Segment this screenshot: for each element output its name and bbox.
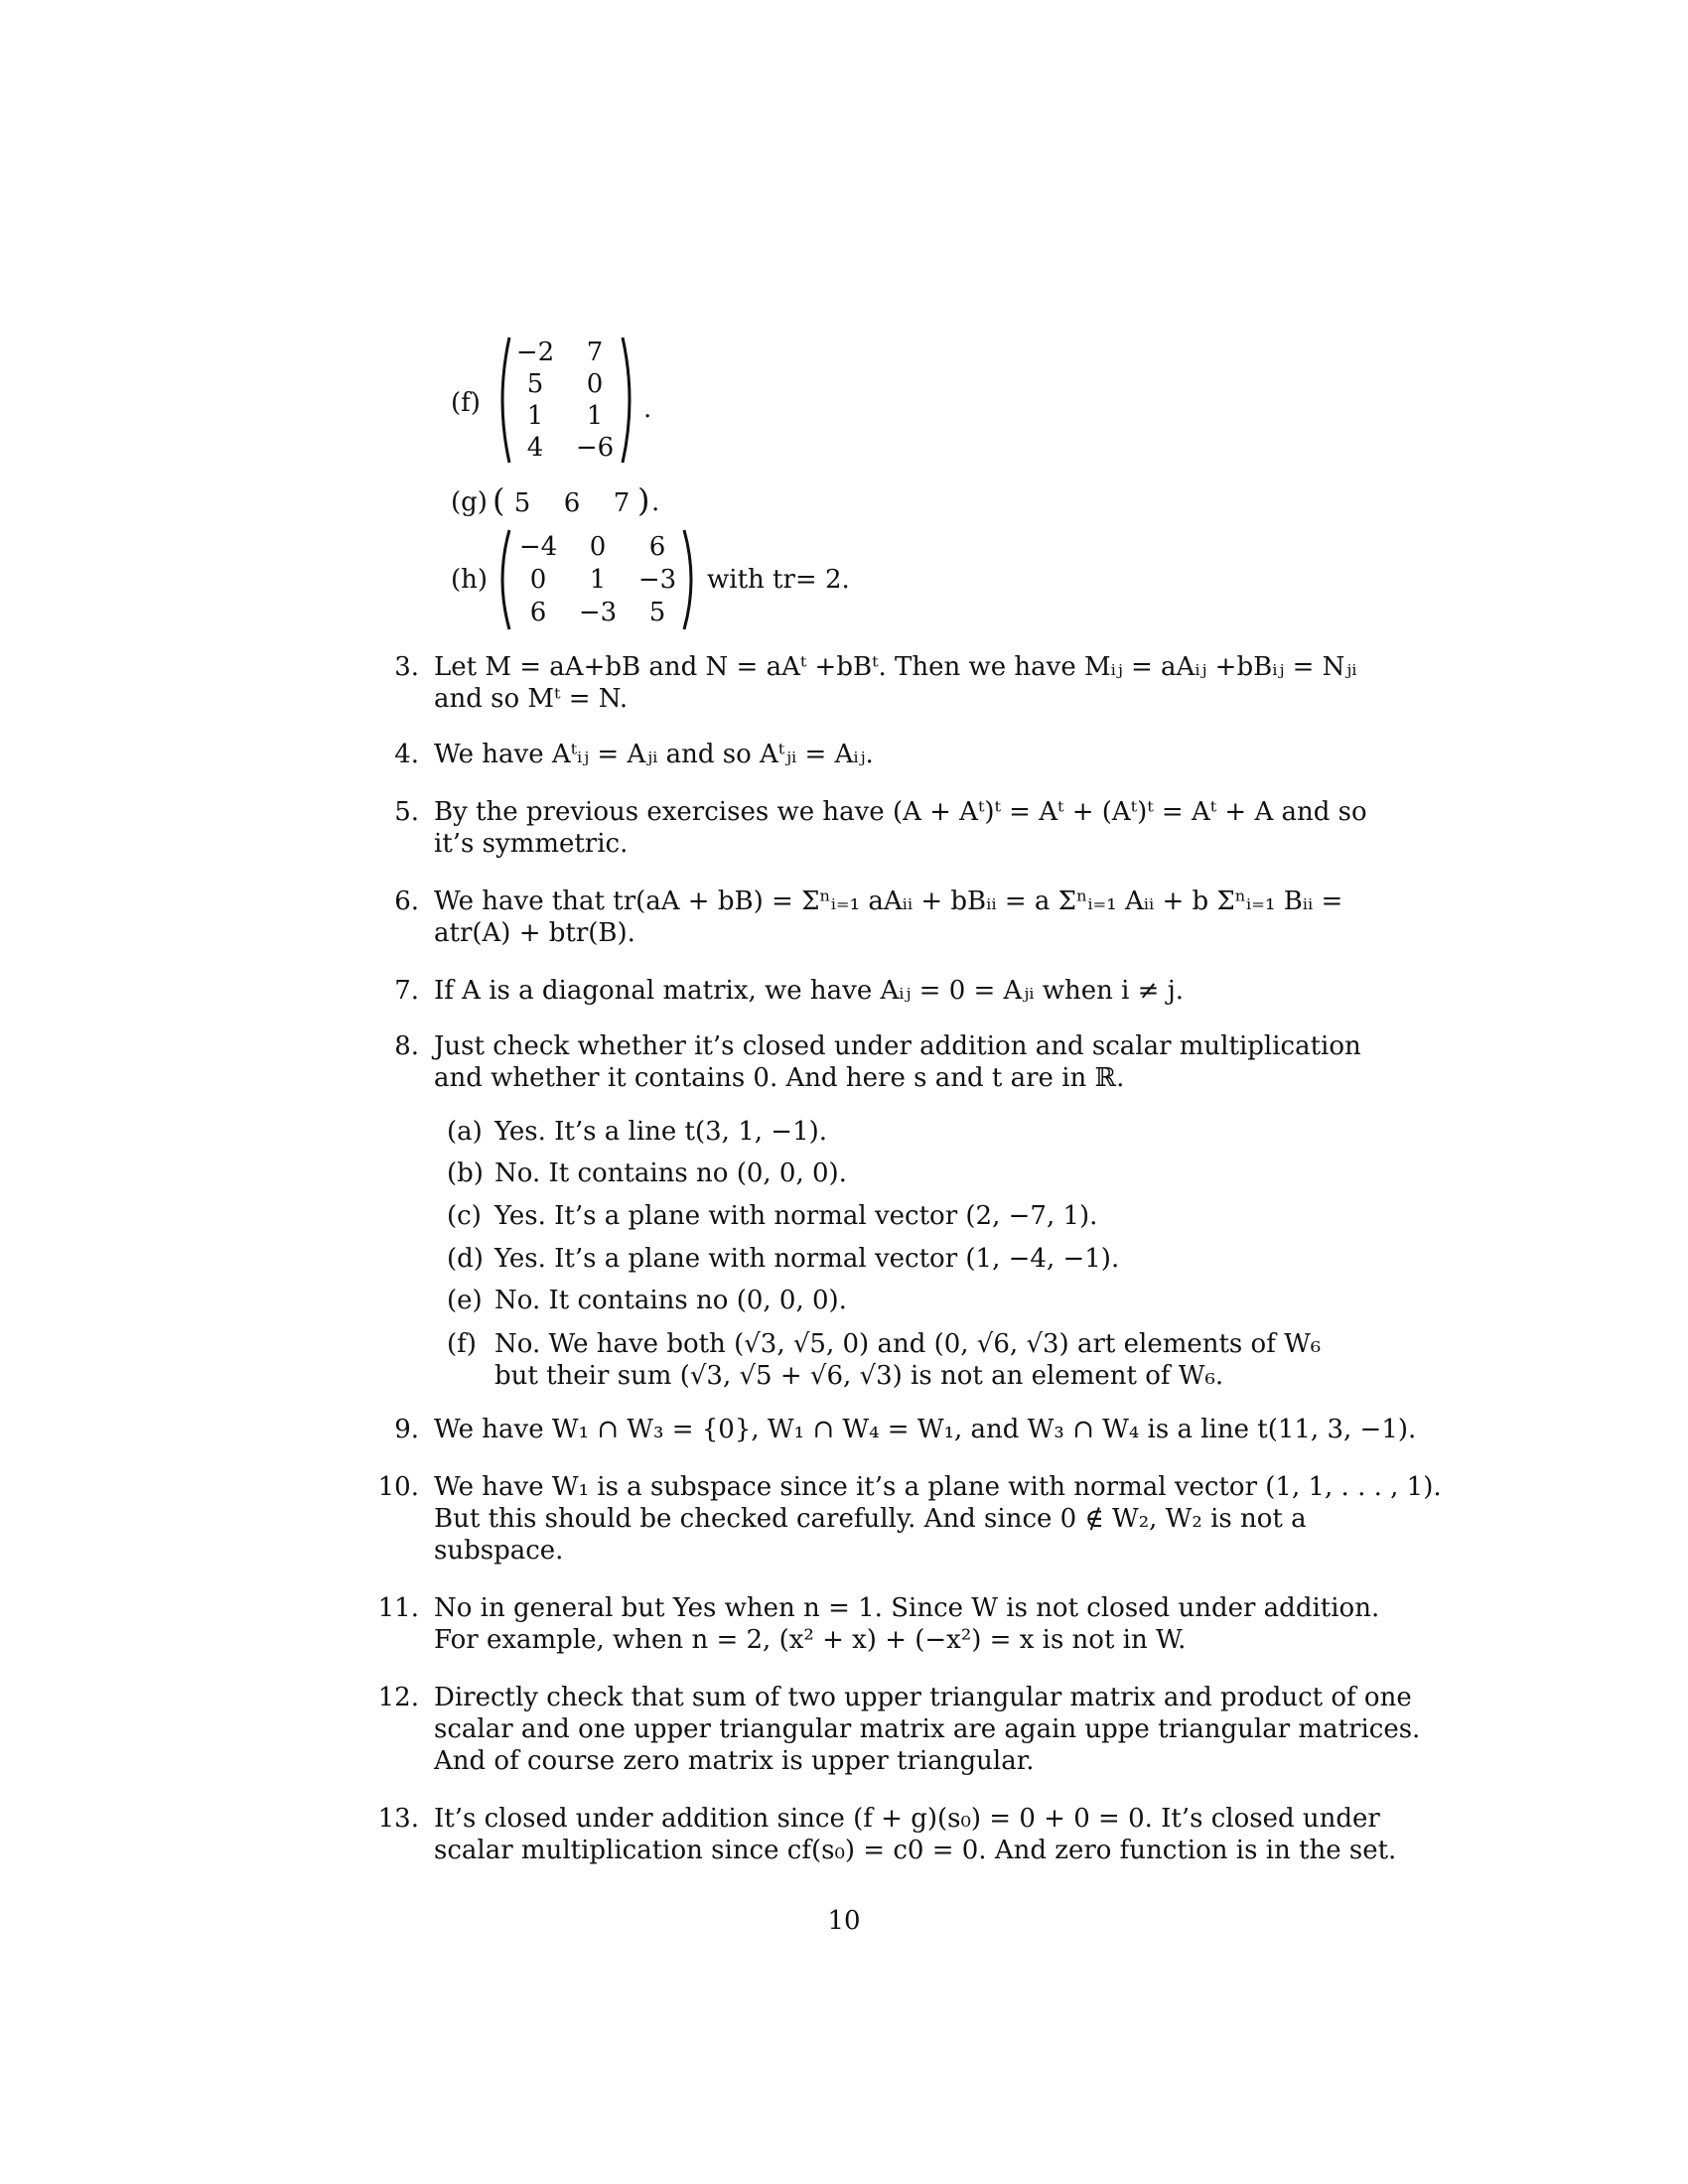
sub-item-text: No. It contains no (0, 0, 0). bbox=[494, 1159, 847, 1188]
matrix-h-cell: −3 bbox=[637, 565, 677, 595]
sub-item-text-continued: but their sum (√3, √5 + √6, √3) is not an element of W₆. bbox=[494, 1361, 1224, 1391]
matrix-h-cell: 0 bbox=[589, 532, 607, 562]
item-number: 11. bbox=[377, 1593, 419, 1623]
item-10-line-3: subspace. bbox=[434, 1536, 564, 1566]
item-6-line-1: We have that tr(aA + bB) = Σⁿᵢ₌₁ aAᵢᵢ + bBᵢᵢ = a Σⁿᵢ₌₁ Aᵢᵢ + b Σⁿᵢ₌₁ Bᵢᵢ = bbox=[434, 887, 1343, 916]
matrix-f-cell: −6 bbox=[575, 433, 615, 463]
item-number: 10. bbox=[377, 1472, 419, 1502]
item-5-line-1: By the previous exercises we have (A + Aᵗ)ᵗ = Aᵗ + (Aᵗ)ᵗ = Aᵗ + A and so bbox=[434, 797, 1367, 827]
item-3-line-1: Let M = aA+bB and N = aAᵗ +bBᵗ. Then we have Mᵢⱼ = aAᵢⱼ +bBᵢⱼ = Nⱼᵢ bbox=[434, 652, 1357, 682]
item-11-line-1: No in general but Yes when n = 1. Since W is not closed under addition. bbox=[434, 1593, 1380, 1623]
item-13-line-1: It’s closed under addition since (f + g)(s₀) = 0 + 0 = 0. It’s closed under bbox=[434, 1804, 1380, 1834]
item-10-line-2: But this should be checked carefully. And since 0 ∉ W₂, W₂ is not a bbox=[434, 1504, 1307, 1534]
matrix-g-cell: 7 bbox=[613, 488, 631, 518]
item-8-line-2: and whether it contains 0. And here s and t are in ℝ. bbox=[434, 1063, 1125, 1093]
item-number: 4. bbox=[394, 740, 419, 769]
item-12-line-1: Directly check that sum of two upper triangular matrix and product of one bbox=[434, 1683, 1412, 1712]
item-11-line-2: For example, when n = 2, (x² + x) + (−x²) = x is not in W. bbox=[434, 1625, 1187, 1655]
matrix-h-cell: 0 bbox=[529, 565, 547, 595]
matrix-f-cell: 1 bbox=[586, 401, 604, 431]
right-paren-f bbox=[621, 336, 640, 465]
item-3-line-2: and so Mᵗ = N. bbox=[434, 684, 629, 714]
item-number: 13. bbox=[377, 1804, 419, 1834]
matrix-g-cell: 5 bbox=[513, 488, 531, 518]
matrix-g-period: . bbox=[651, 487, 660, 517]
sub-item-label: (e) bbox=[447, 1286, 483, 1315]
sub-item-label: (b) bbox=[447, 1159, 484, 1188]
item-7-line-1: If A is a diagonal matrix, we have Aᵢⱼ = 0 = Aⱼᵢ when i ≠ j. bbox=[434, 976, 1185, 1006]
item-13-line-2: scalar multiplication since cf(s₀) = c0 = 0. And zero function is in the set. bbox=[434, 1836, 1397, 1865]
left-paren-g: ( bbox=[492, 481, 505, 519]
matrix-h-trace-note: with tr= 2. bbox=[707, 565, 850, 595]
right-paren-g: ) bbox=[637, 481, 650, 519]
item-6-line-2: atr(A) + btr(B). bbox=[434, 918, 635, 948]
item-number: 3. bbox=[394, 652, 419, 682]
item-10-line-1: We have W₁ is a subspace since it’s a plane with normal vector (1, 1, . . . , 1). bbox=[434, 1472, 1442, 1502]
sub-item-label: (a) bbox=[447, 1117, 483, 1147]
matrix-f-cell: 1 bbox=[526, 401, 544, 431]
item-h-label: (h) bbox=[451, 565, 489, 595]
matrix-f-cell: −2 bbox=[515, 338, 555, 367]
sub-item-label: (f) bbox=[447, 1329, 477, 1359]
matrix-f-cell: 4 bbox=[526, 433, 544, 463]
matrix-h-cell: 1 bbox=[589, 565, 607, 595]
matrix-h-cell: 6 bbox=[529, 598, 547, 627]
item-number: 9. bbox=[394, 1415, 419, 1444]
item-f-label: (f) bbox=[451, 388, 481, 418]
matrix-h-cell: −4 bbox=[518, 532, 558, 562]
matrix-h-cell: 5 bbox=[648, 598, 666, 627]
matrix-f-cell: 5 bbox=[526, 369, 544, 399]
item-9-line-1: We have W₁ ∩ W₃ = {0}, W₁ ∩ W₄ = W₁, and W₃ ∩ W₄ is a line t(11, 3, −1). bbox=[434, 1415, 1417, 1444]
item-12-line-2: scalar and one upper triangular matrix are again uppe triangular matrices. bbox=[434, 1714, 1421, 1744]
sub-item-text: Yes. It’s a plane with normal vector (2, −7, 1). bbox=[494, 1201, 1098, 1231]
matrix-h-cell: −3 bbox=[578, 598, 618, 627]
sub-item-text: Yes. It’s a plane with normal vector (1, −4, −1). bbox=[494, 1244, 1120, 1274]
sub-item-label: (c) bbox=[447, 1201, 482, 1231]
right-paren-h bbox=[682, 528, 702, 631]
sub-item-text: No. It contains no (0, 0, 0). bbox=[494, 1286, 847, 1315]
sub-item-label: (d) bbox=[447, 1244, 484, 1274]
page-number: 10 bbox=[827, 1906, 861, 1936]
item-12-line-3: And of course zero matrix is upper triangular. bbox=[434, 1746, 1035, 1776]
sub-item-text: No. We have both (√3, √5, 0) and (0, √6, √3) art elements of W₆ bbox=[494, 1329, 1322, 1359]
item-number: 12. bbox=[377, 1683, 419, 1712]
item-g-label: (g) bbox=[451, 487, 488, 517]
item-5-line-2: it’s symmetric. bbox=[434, 829, 629, 859]
item-4-line-1: We have Aᵗᵢⱼ = Aⱼᵢ and so Aᵗⱼᵢ = Aᵢⱼ. bbox=[434, 740, 874, 769]
matrix-f-cell: 0 bbox=[586, 369, 604, 399]
item-8-line-1: Just check whether it’s closed under addition and scalar multiplication bbox=[434, 1031, 1361, 1061]
matrix-g-cell: 6 bbox=[563, 488, 581, 518]
item-number: 5. bbox=[394, 797, 419, 827]
item-number: 7. bbox=[394, 976, 419, 1006]
sub-item-text: Yes. It’s a line t(3, 1, −1). bbox=[494, 1117, 828, 1147]
matrix-h-cell: 6 bbox=[648, 532, 666, 562]
item-number: 8. bbox=[394, 1031, 419, 1061]
matrix-f-cell: 7 bbox=[586, 338, 604, 367]
item-number: 6. bbox=[394, 887, 419, 916]
matrix-f-period: . bbox=[643, 394, 652, 424]
